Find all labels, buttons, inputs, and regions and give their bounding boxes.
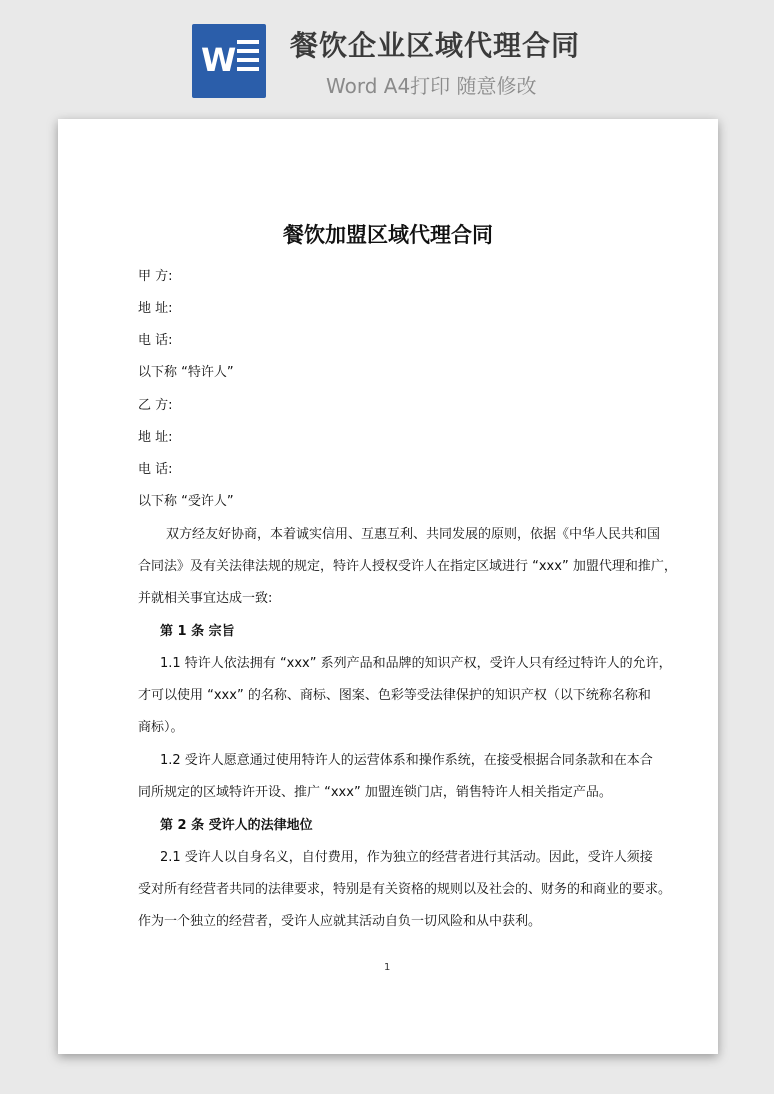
word-document-icon	[192, 24, 266, 98]
clause-2-1-line: 2.1 受许人以自身名义，自付费用，作为独立的经营者进行其活动。因此，受许人须接	[160, 850, 653, 865]
address-a-label: 地 址:	[138, 301, 173, 316]
clause-1-2-line: 同所规定的区域特许开设、推广 “xxx” 加盟连锁门店，销售特许人相关指定产品。	[138, 785, 612, 800]
banner-subtitle: Word A4打印 随意修改	[326, 74, 537, 98]
address-b-label: 地 址:	[138, 430, 173, 445]
banner	[0, 0, 774, 112]
preamble-line: 并就相关事宜达成一致:	[138, 591, 273, 606]
phone-a-label: 电 话:	[138, 333, 173, 348]
party-b-alias: 以下称 “受许人”	[138, 494, 234, 509]
clause-2-1-line: 作为一个独立的经营者，受许人应就其活动自负一切风险和从中获利。	[138, 914, 542, 929]
document-title: 餐饮加盟区域代理合同	[283, 223, 493, 247]
party-b-label: 乙 方:	[138, 398, 173, 413]
preamble-line: 双方经友好协商，本着诚实信用、互惠互利、共同发展的原则，依据《中华人民共和国	[166, 527, 661, 542]
banner-title: 餐饮企业区域代理合同	[290, 29, 581, 62]
clause-1-1-line: 1.1 特许人依法拥有 “xxx” 系列产品和品牌的知识产权，受许人只有经过特许人的允许，	[160, 656, 672, 671]
party-a-label: 甲 方:	[138, 269, 173, 284]
clause-1-1-line: 商标）。	[138, 720, 184, 735]
clause-1-2-line: 1.2 受许人愿意通过使用特许人的运营体系和操作系统，在接受根据合同条款和在本合	[160, 753, 653, 768]
clause-1-1-line: 才可以使用 “xxx” 的名称、商标、图案、色彩等受法律保护的知识产权（以下统称名称和	[138, 688, 651, 703]
party-a-alias: 以下称 “特许人”	[138, 365, 234, 380]
document-page	[58, 119, 718, 1054]
preamble-line: 合同法》及有关法律法规的规定，特许人授权受许人在指定区域进行 “xxx” 加盟代理和推广，	[138, 559, 677, 574]
clause-2-1-line: 受对所有经营者共同的法律要求，特别是有关资格的规则以及社会的、财务的和商业的要求。	[138, 882, 672, 897]
word-icon-letter: W	[201, 41, 237, 79]
article-2-heading: 第 2 条 受许人的法律地位	[160, 818, 313, 833]
article-1-heading: 第 1 条 宗旨	[160, 624, 235, 639]
page-number: 1	[384, 962, 391, 973]
word-icon-lines	[237, 40, 259, 76]
phone-b-label: 电 话:	[138, 462, 173, 477]
